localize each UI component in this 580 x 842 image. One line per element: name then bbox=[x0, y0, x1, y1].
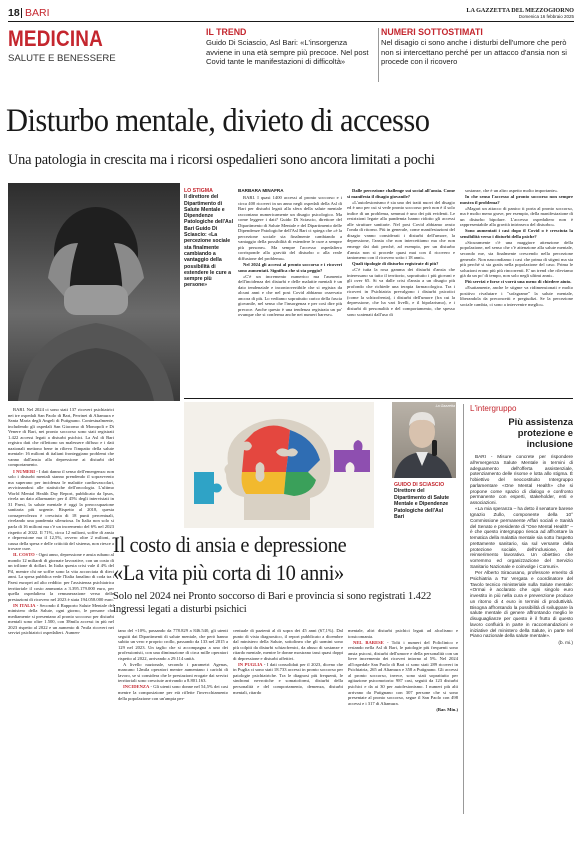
second-headline bbox=[113, 532, 463, 616]
label-puglia: IN PUGLIA bbox=[238, 661, 263, 667]
sidebar-title: Più assistenza protezione e inclusione bbox=[508, 416, 573, 449]
sidebar-para: «La mia speranza – ha detto il senatore barese Ignazio Zullo, componente della 10° Commissione permanente Affari sociali e Sanità del Senato e presidente di "One Mental Health" – è che questo intergruppo riesca ad affrontare la tematica della malattia mentale sia sotto l'aspetto prettamente sanitario, sia sul versante della protezione sociale, dell'inclusione, del reinserimento lavorativo. Un obiettivo che vorremmo ed organizzazione del Servizio Sanitario Nazionale e coinvolge i Comuni». bbox=[470, 506, 573, 569]
header-rule bbox=[8, 21, 574, 22]
label-barese: NEL BARESE bbox=[353, 639, 384, 645]
interview-col-2 bbox=[347, 188, 455, 318]
interview-para: «L'autolesionismo è sia uno dei tratti nuovi del disagio ed è uno per cui si vede pronto soccorso però non è il solo indice di un problema, semmai è uno dei più evidenti. Le restrizioni legate alla pandemia hanno ridotto gli accessi alle strutture sanitarie. Nel post Covid abbiamo avuto l'onda di ritorno. Più in generale, come manifestazioni del disagio vanno considerati i disturbi dell'umore, la depressione, l'ansia che non intercettiamo ma che non emerge dai dati perché, ad esempio, per un disturbo d'ansia non si procede quasi mai con il ricovero e tantomeno con il ricovero sotto i 18 anni». bbox=[347, 199, 455, 261]
issue-date: Domenica 16 febbraio 2025 bbox=[518, 14, 574, 19]
main-subheadline: Una patologia in crescita ma i ricorsi ospedalieri sono ancora limitati a pochi bbox=[8, 151, 435, 168]
intergruppo-sidebar bbox=[470, 404, 573, 646]
bottom-col-2 bbox=[233, 628, 343, 696]
bottom-para: mentale, altri disturbi psichici legati ad alcolismo e tossicomania. bbox=[348, 628, 458, 639]
numeri-text: Nel disagio ci sono anche i disturbi dell'umore che però non si intercettano perché per un attacco d'ansia non si procede con il ricovero bbox=[381, 38, 567, 67]
label-italia: IN ITALIA bbox=[13, 602, 36, 608]
caption-stigma bbox=[184, 188, 234, 289]
interview-col-3 bbox=[460, 188, 573, 308]
sidebar-text bbox=[470, 454, 573, 645]
sidebar-kicker: L'intergruppo bbox=[470, 404, 517, 413]
bottom-col-3 bbox=[348, 628, 458, 713]
sidebar-para: BARI - Misure concrete per rispondere all'emergenza Salute Mentale in termini di adeguamento dell'offerta assistenziale, potenziamento delle risorse e lotta allo stigma. È l'obiettivo del neocostituito Intergruppo parlamentare «One Mental Health» che si propone come spazio di dialogo e confronto permanente con esperti, stakeholder, enti e associazioni. bbox=[470, 454, 573, 505]
caption-di-sciascio bbox=[394, 482, 454, 520]
bottom-para: A livello nazionale, secondo i parametri Agenas, mancano 12mila operatori mentre aumentano i carichi di lavoro, se si considera che le prestazioni erogate dai servizi territoriali sono cresciute arrivando a 8.801.163. bbox=[118, 661, 228, 684]
rubric-subtitle: SALUTE E BENESSERE bbox=[8, 53, 116, 64]
numeri-label: NUMERI SOTTOSTIMATI bbox=[381, 27, 483, 37]
interview-para: BARI. I quasi 1400 accessi al pronto soccorso e i circa 400 ricoveri in un anno negli ospedali della Asl di Bari per disturbi legati alla sfera della salute mentale raccontano numericamente un disagio psicologico. Ma come leggere i dati? Guido Di Sciascio, direttore del Dipartimento di Salute Mentale e del Dipartimento delle Dipendenze Patologiche dell'Asl Bari ci spiega che «è la percezione sociale sta finalmente cambiando a vantaggio della possibilità di estendere le cure a sempre più persone». Ma sempre l'accesso ospedaliero corrisponde alla gravità del disturbo o alla reale diffusione del problema». bbox=[238, 195, 342, 262]
bottom-para: tano del +10%, passando da 778.829 a 846.540, gli utenti seguiti dai Dipartimenti di salute mentale, che però hanno subito un vero e proprio crollo, passando da 133 nel 2015 a 129 nel 2023. Un taglio che si accompagna a uno dei professionisti, con una diminuzione di circa mille operatori rispetto al 2022, arrivando a 29.114 unità. bbox=[118, 628, 228, 661]
label-incidenza: INCIDENZA bbox=[123, 684, 150, 690]
interview-para: sostanze, che è un altro aspetto molto importante». bbox=[465, 188, 559, 193]
label-numeri: I NUMERI bbox=[13, 468, 36, 474]
interview-para: «Esattamente, anche le stigme va ridimensionati e molto positivo rivalutare i "sofagrame" la salute mentale, liberandola da preconcetti e pregiudizi. Se la percezione sociale cambia, ci sono a intervenire meglio». bbox=[460, 285, 573, 307]
left-para-numeri: I NUMERI - I dati danno il senso dell'emergenza: non solo i disturbi mentali stanno prendendo il sopravvento ma superano per incidenza le malattie cardiovascolari, avvicinandosi alle statistiche dell'oncologia. L'ultimo World Mental Health Day Report, pubblicato da Ipsos, rivela un dato allarmante: per il 45% degli intervistati in 31 Paesi, la salute mentale è oggi la preoccupazione sanitaria più urgente. Rispetto al 2018, questa consapevolezza è cresciuta di 18 punti percentuali, rivelando una pandemia silenziosa. In Italia non solo si parla di 16 milioni ma c'è un incremento del 6% nel 2023 rispetto al 2022. Il 71%, circa 12 milioni, soffre di ansia e depressione ma il 12,5%, ovvero oltre 2 milioni, a causa della spesa e delle criticità del sistema, non riesce a trovare cure. bbox=[8, 468, 115, 552]
trend-text: Guido Di Sciascio, Asl Bari: «L'insorgenza avviene in una età sempre più precoce. Nel post Covid tante le manifestazioni di difficoltà» bbox=[206, 38, 369, 67]
figure-silhouette bbox=[8, 183, 180, 401]
interview-para: «C'è tutta la rosa gamma dei disturbi d'ansia che interessano su tutto il territorio, soprattutto i più giovani e gli over 65. Si va dalle crisi d'ansia a un disagio più profondo che richiede una terapia farmacologica. Tra i ricoveri in Psichiatria prevalgono i disturbi psicotici (come la schizofrenia), i disturbi dell'umore (fra cui la depressione, che ha vari livelli, e il bipolarismo), e i disturbi di personalità e del comportamento, che spesso sono scatenati dall'uso di bbox=[347, 267, 455, 317]
interview-para: «Sicuramente c'è una maggiore attenzione della popolazione, nel senso che c'è attenzione alla salute mentale, secondo me, sta finalmente crescendo nella percezione generale. Non nascondiamo i casi che prima di stigmi ma sta più perché si sta gratis nella popolazione del caso. Prima le soluzioni erano più più rincorrenti. E' un trend che rileviamo già da un po' di tempo, non solo negli ultimi anni». bbox=[460, 239, 573, 279]
left-para: BARI. Nel 2024 ci sono stati 137 ricoveri psichiatrici nei tre ospedali San Paolo di Bari, Perrinei di Altamura e Santa Maria degli Angeli di Putignano. Contestualmente, includendo gli ospedali San Giacomo di Monopoli e Di Venere di Bari, nei pronto soccorso sono stati registrati 1.422 accessi legati a disturbi psichici. La Asl di Bari registra dati che riflettono un malessere diffuso e i dati nazionali mettono bene in rilievo l'impatto della salute mentale: 16 milioni di italiani fronteggiano problemi che vanno dall'ansia alla depressione ai disturbi del comportamento. bbox=[8, 407, 114, 468]
caption-di-sciascio-name: GUIDO DI SCIASCIO bbox=[394, 482, 445, 488]
byline: BARBARA MINAFRA bbox=[238, 188, 284, 193]
interview-para: «Magari un attacco di panico ti porta al pronto soccorso, ma è molto meno grave, per esempio, della manifestazione di un disturbo bipolare. L'accesso ospedaliero non è rappresentabile alla gravità intrinseca del disturbo». bbox=[460, 205, 573, 228]
microphone-label: La Gazzetta bbox=[435, 404, 455, 408]
interview-col-1 bbox=[238, 195, 342, 319]
puzzle-head-illustration bbox=[184, 402, 374, 528]
rubric-title: MEDICINA bbox=[8, 26, 103, 51]
sidebar-para: Per Alberto Siracusano, professore emerito di Psichiatria a Tor Vergata e coordinatore del Tavolo tecnico ministeriale sulla Salute mentale: «Ormai è acclarato che ogni singolo euro investito in più nella cura e prevenzione produce un ritorno di 4 euro in termini di produttività. Bisogna affrontando la possibilità di sviluppare la salute mentale di genere affrontando meglio le disuguaglianze per questo è il frutto di questo lavoro confluirà in parte in raccomandazioni e iniziative del ministero della Salute, in parte nel Piano nazionale della salute mentale». bbox=[470, 570, 573, 639]
portrait-silhouette bbox=[392, 402, 456, 478]
sidebar-signature: (b. mi.) bbox=[558, 639, 573, 645]
caption-stigma-text: Il direttore del Dipartimento di Salute Mentale e Dipendenze Patologiche dell'Asl Bari Guido Di Sciascio: «La percezione sociale sta finalmente cambiando a vantaggio della possibilità di estendere le cure a sempre più persone» bbox=[184, 194, 234, 289]
second-headline-line1: Il costo di ansia e depressione bbox=[113, 532, 347, 557]
rubric bbox=[8, 27, 188, 64]
caption-stigma-label: LO STIGMA bbox=[184, 188, 213, 194]
section-rule bbox=[184, 398, 573, 399]
bottom-para-incidenza: INCIDENZA - Gli utenti sono donne nel 54,5% dei casi mentre la composizione per età riflette l'invecchiamento della popolazione con un'ampia per- bbox=[118, 684, 229, 701]
trend-box bbox=[206, 27, 374, 67]
bottom-col-1 bbox=[118, 628, 228, 702]
trend-label: IL TREND bbox=[206, 27, 247, 37]
bottom-para: centuale di pazienti al di sopra dei 45 anni (67,1%). Dal punto di vista diagnostico, il report pubblicato a dicembre dal ministero della Salute, sottolinea che gli uomini sono più colpiti da disturbi schizofrenici, da abuso di sostanze e ritardo mentale, mentre le donne mostrano tassi quasi doppi di depressione e disturbi affettivi. bbox=[233, 628, 343, 661]
numeri-box bbox=[381, 27, 573, 67]
interview-question: Nel 2024 gli accessi al pronto soccorso e i ricoveri sono aumentati. Significa che si sta peggio? bbox=[238, 262, 342, 273]
caption-di-sciascio-text: Direttore del Dipartimento di Salute Mentale e Dipendenze Patologiche dell'Asl Bari bbox=[394, 488, 450, 521]
page-number-divider bbox=[21, 8, 22, 18]
interview-question: Dalle percezione challenge sui social all'ansia. Come si manifesta il disagio giovanile? bbox=[347, 188, 455, 199]
section-name: BARI bbox=[25, 7, 50, 19]
left-para-costo: IL COSTO - Ogni anno, depressione e ansia rubano al mondo 12 miliardi di giornate lavorative, con un costo di un trilione di dollari. In Italia questa crisi vale il 4% del Pil, mentre chi ne soffre sono la vita accorciata di dieci anni. La spesa pubblica vede l'Italia fanalino di coda tra i Paesi europei ad alto reddito: per l'assistenza psichiatrica territoriale il costo ammonta a 3.395.179.000 euro, per quella ospedaliera la remunerazione verso delle prestazioni di ricovero nel 2023 è stata 194.058.000 euro. bbox=[8, 552, 114, 602]
photo-di-sciascio bbox=[392, 402, 456, 478]
left-para-italia: IN ITALIA - Secondo il Rapporto Salute Mentale del ministero della Salute, ogni giorno, le persone che mediamente si presentano al pronto soccorso per disturbi mentali sono oltre 1.500, con 38mila accessi in più nel 2023 rispetto al 2022 e un aumento di 7mila ricoveri nei servizi psichiatrici ospedalieri. Aumen- bbox=[8, 602, 114, 636]
label-costo: IL COSTO bbox=[13, 552, 35, 558]
interview-question: Più servizi e forse ci vorrà una meno di chiedere aiuto. bbox=[465, 279, 572, 285]
bottom-para-barese: NEL BARESE - Tolti i numeri del Policlinico e restando nella Asl di Bari, le patologie più frequenti sono ansia psicosi, disturbi dell'umore e della personalità con un lieve incremento dei ricoveri intorno al 5%. Nel 2024 all'ospedale San Paolo di Bari ci sono stati 289 ricoveri in Psichiatria, 265 ad Altamura e 358 a Putignano. Gli accessi al pronto soccorso, invece, sono stati soprattutto per agitazione psicomotoria: 987 casi, seguiti da 123 disturbi psichici e da ai 30 per autolesionismo. I numeri più alti arrivano da Putignano con 307 persone che si sono presentate al pronto soccorso, segue il San Paolo con 498 accessi e i 317 di Altamura. bbox=[348, 639, 458, 706]
main-headline: Disturbo mentale, divieto di accesso bbox=[6, 103, 430, 139]
interview-para: «C'è un incremento numerico ma l'aumento dell'incidenza dei disturbi e delle malattie mentali è un dato tendenziale e incontrovertibile che si registra da alcuni anni e che nel post Covid abbiamo osservato ancora di più. Lo vediamo soprattutto carico della fascia giovanile, nel senso che l'insorgenza e per così dire più precoce. Anche questo è una tendenza registrata un po' ovunque che si conferma anche nei numeri barese». bbox=[238, 273, 342, 318]
page-number: 18 bbox=[8, 7, 20, 19]
interview-question: Sono aumentati i casi dopo il Covid o è cresciuta la sensibilità verso i disturbi della psiche? bbox=[460, 228, 573, 239]
sidebar-divider bbox=[463, 404, 464, 814]
left-article-column bbox=[8, 407, 114, 636]
newspaper-name: LA GAZZETTA DEL MEZZOGIORNO bbox=[466, 7, 574, 14]
page-header bbox=[8, 7, 574, 20]
interview-question: In che senso l'accesso al pronto soccorso non sempre mostra il problema? bbox=[460, 194, 573, 205]
puzzle-head-icon bbox=[184, 402, 374, 528]
teaser-divider bbox=[378, 28, 379, 82]
second-headline-sub: Solo nel 2024 nei Pronto soccorso di Bari e provincia si sono registrati 1.422 ingressi legati a disturbi psichici bbox=[113, 591, 432, 615]
bottom-para-puglia: IN PUGLIA - I dati consolidati per il 2023, diceno che in Puglia ci sono stati 18.733 accessi in pronto soccorso per patologie psichiatriche. Tra le diagnosi più frequenti, le sindromi nevrotiche e somatoformi, disturbi della personalità e del comportamento, demenza, disturbi mentali, ritardo bbox=[233, 661, 343, 695]
second-headline-line2: «La vita più corta di 10 anni» bbox=[113, 560, 344, 585]
photo-stigma bbox=[8, 183, 180, 401]
bottom-signature: (Bar. Min.) bbox=[436, 706, 458, 712]
interview-question: Quali tipologie di disturbo registrate di più? bbox=[352, 261, 439, 267]
